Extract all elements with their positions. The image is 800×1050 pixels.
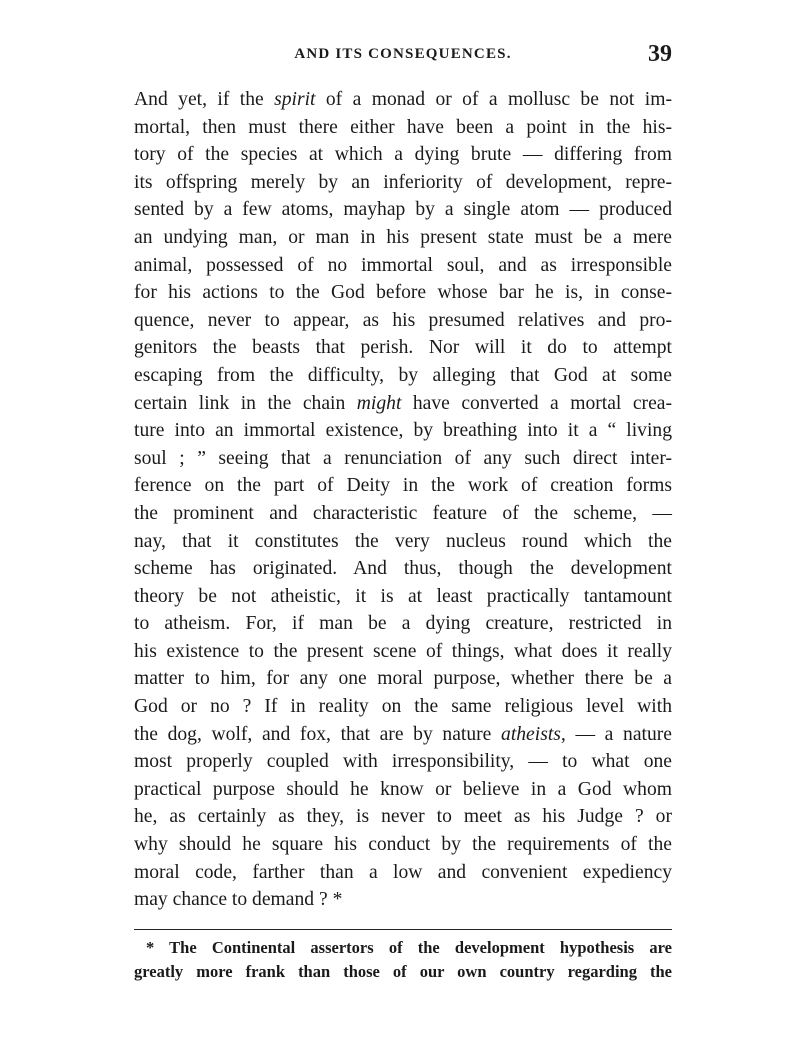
text-line bbox=[134, 886, 672, 914]
text-line bbox=[134, 665, 672, 693]
text-line bbox=[134, 859, 672, 887]
text-segment: the dog, wolf, and fox, that are by nature bbox=[134, 723, 502, 745]
page-number: 39 bbox=[648, 41, 672, 67]
text-segment: nay, that it constitutes the very nucleus round which the bbox=[134, 530, 672, 552]
text-line bbox=[134, 748, 672, 776]
text-segment: theory be not atheistic, it is at least practically tantamount bbox=[134, 585, 672, 607]
text-segment: ture into an immortal existence, by breathing into it a “ living bbox=[134, 420, 672, 442]
text-line bbox=[134, 555, 672, 583]
text-segment: his existence to the present scene of things, what does it really bbox=[134, 640, 672, 662]
text-segment: And yet, if the bbox=[134, 89, 275, 110]
text-line bbox=[134, 334, 672, 362]
text-segment: most properly coupled with irresponsibility, — to what one bbox=[134, 751, 672, 773]
text-segment: quence, never to appear, as his presumed relatives and pro- bbox=[134, 309, 672, 331]
footnote-line: * The Continental assertors of the development hypothesis are bbox=[146, 938, 672, 957]
text-segment: have converted a mortal crea- bbox=[401, 392, 672, 414]
text-line bbox=[134, 86, 672, 114]
text-segment: to atheism. For, if man be a dying creature, restricted in bbox=[134, 613, 672, 635]
italic-word: spirit bbox=[274, 89, 316, 110]
text-line bbox=[134, 252, 672, 280]
text-segment: genitors the beasts that perish. Nor will it do to attempt bbox=[134, 337, 672, 359]
page-header bbox=[134, 41, 672, 74]
text-segment: scheme has originated. And thus, though the development bbox=[134, 558, 672, 580]
text-line bbox=[134, 803, 672, 831]
footnote bbox=[134, 936, 672, 984]
footnote-line: greatly more frank than those of our own country regarding the bbox=[134, 962, 672, 981]
text-line bbox=[134, 445, 672, 473]
text-line bbox=[134, 610, 672, 638]
text-segment: an undying man, or man in his present state must be a mere bbox=[134, 226, 672, 248]
text-segment: escaping from the difficulty, by alleging that God at some bbox=[134, 364, 672, 386]
text-segment: he, as certainly as they, is never to meet as his Judge ? or bbox=[134, 806, 672, 828]
text-line bbox=[134, 472, 672, 500]
text-line bbox=[134, 390, 672, 418]
text-segment: certain link in the chain bbox=[134, 392, 357, 414]
text-segment: of a monad or of a mollusc be not im- bbox=[315, 89, 672, 110]
text-line bbox=[134, 141, 672, 169]
text-line bbox=[134, 693, 672, 721]
text-segment: God or no ? If in reality on the same religious level with bbox=[134, 696, 672, 718]
text-line bbox=[134, 831, 672, 859]
text-segment: animal, possessed of no immortal soul, and as irresponsible bbox=[134, 254, 672, 276]
text-line bbox=[134, 417, 672, 445]
text-segment: tory of the species at which a dying brute — differing from bbox=[134, 144, 672, 166]
text-line bbox=[134, 307, 672, 335]
text-line bbox=[134, 500, 672, 528]
text-segment: mortal, then must there either have been a point in the his- bbox=[134, 116, 672, 138]
text-segment: — a nature bbox=[565, 723, 672, 745]
text-line bbox=[134, 528, 672, 556]
running-head: AND ITS CONSEQUENCES. bbox=[294, 46, 512, 62]
text-line bbox=[134, 638, 672, 666]
text-segment: for his actions to the God before whose bar he is, in conse- bbox=[134, 282, 672, 304]
text-segment: may chance to demand ? * bbox=[134, 889, 343, 911]
body-text bbox=[134, 86, 672, 914]
text-line bbox=[134, 224, 672, 252]
text-line bbox=[134, 169, 672, 197]
text-segment: its offspring merely by an inferiority of development, repre- bbox=[134, 171, 672, 193]
text-line bbox=[134, 196, 672, 224]
text-segment: the prominent and characteristic feature of the scheme, — bbox=[134, 502, 672, 524]
text-line bbox=[134, 362, 672, 390]
text-segment: sented by a few atoms, mayhap by a single atom — produced bbox=[134, 199, 672, 221]
italic-word: atheists, bbox=[501, 723, 566, 745]
text-segment: moral code, farther than a low and convenient expediency bbox=[134, 861, 672, 883]
italic-word: might bbox=[356, 392, 402, 414]
text-segment: soul ; ” seeing that a renunciation of any such direct inter- bbox=[134, 447, 672, 469]
text-segment: why should he square his conduct by the requirements of the bbox=[134, 834, 672, 856]
text-line bbox=[134, 721, 672, 749]
text-line bbox=[134, 279, 672, 307]
footnote-rule bbox=[134, 929, 672, 930]
text-segment: practical purpose should he know or believe in a God whom bbox=[134, 778, 672, 800]
text-segment: matter to him, for any one moral purpose, whether there be a bbox=[134, 668, 672, 690]
text-segment: ference on the part of Deity in the work of creation forms bbox=[134, 475, 672, 497]
text-line bbox=[134, 776, 672, 804]
text-line bbox=[134, 114, 672, 142]
text-line bbox=[134, 583, 672, 611]
